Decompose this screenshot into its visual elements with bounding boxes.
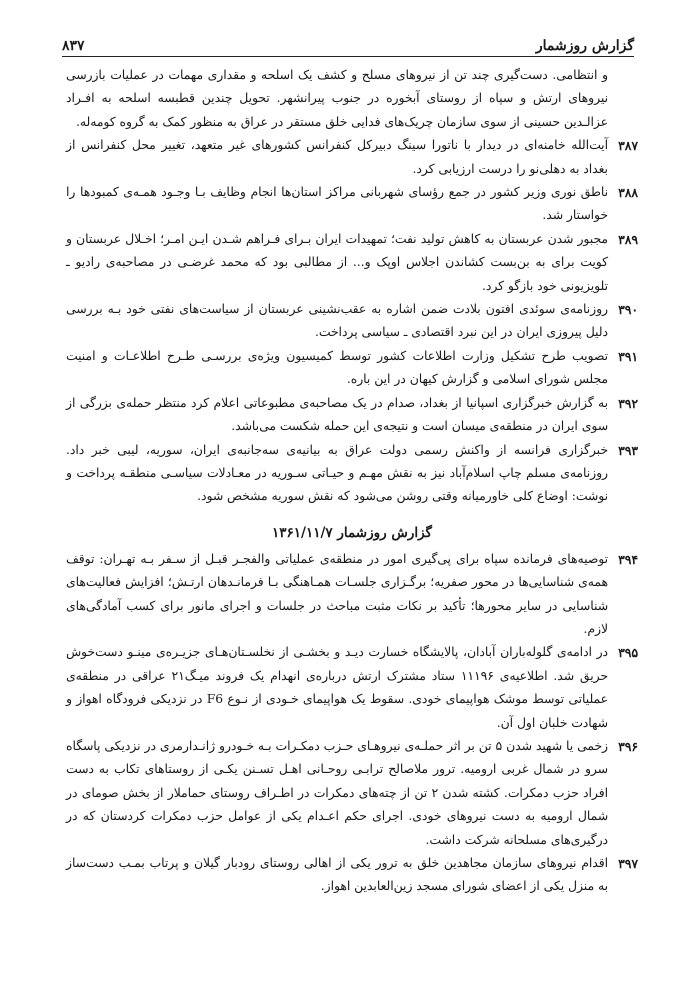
entry-text: تصویب طرح تشکیل وزارت اطلاعات کشور توسط کمیسیون ویژه‌ی بررسـی طـرح اطلاعـات و امنیت مجلس شورای اسلامی و گزارش کیهان در این باره. — [66, 348, 608, 387]
entry-number: ۳۸۷ — [618, 138, 638, 154]
entry-number: ۳۹۳ — [618, 442, 638, 458]
entry-text: اقدام نیروهای سازمان مجاهدین خلق به ترور یکی از اهالی روستای رودبار گیلان و پرتاب بمـب دست‌ساز به منزل یکی از اعضای شورای مسجد زین‌العابدین اهواز. — [66, 856, 608, 894]
entry-number: ۳۹۴ — [618, 551, 638, 567]
entry-number: ۳۸۸ — [618, 185, 638, 201]
entry-number: ۳۹۶ — [618, 738, 638, 754]
entry-item — [66, 134, 638, 181]
entry-item — [66, 735, 638, 852]
header-rule — [62, 56, 634, 57]
entry-text: خبرگزاری فرانسه از واکنش رسمی دولت عراق به بیانیه‌ی سه‌جانبه‌ی ایران، سوریه، لیبی خبر داد. روزنامه‌ی مسلم چاپ اسلام‌آباد نیز به نقش مهـم و حیـاتی سـوریه در معـادلات سیاسـی منطقـه پرداخت و نوشت: اوضاع کلی خاورمیانه وقتی روشن می‌شود که نقش سوریه مشخص شود. — [66, 442, 608, 504]
entry-text: مجبور شدن عربستان به کاهش تولید نفت؛ تمهیدات ایران بـرای فـراهم شـدن ایـن امـر؛ اخـلال عربستان و کویت برای به بن‌بست کشاندن اجلاس اوپک و... از مطالبی بود که محمد غرضـی در مصاحبه‌ی رادیو ـ تلویزیونی خود بازگو کرد. — [66, 231, 608, 293]
entry-number: ۳۹۲ — [618, 395, 638, 411]
page-number: ۸۳۷ — [62, 38, 85, 54]
page-body — [66, 64, 638, 899]
entry-list-b — [66, 548, 638, 899]
entry-item — [66, 228, 638, 298]
entry-number: ۳۹۱ — [618, 348, 638, 364]
entry-text: زخمی یا شهید شدن ۵ تن بر اثر حملـه‌ی نیروهـای حـزب دمکـرات بـه خـودرو ژانـدارمری در نزدیکی پاسگاه سرو در شمال غربی ارومیه. ترور ملاصالح ترابـی روحـانی اهـل تسـنن یکـی از روستاهای تکاب به دست افراد حزب دمکرات. کشته شدن ۲ تن از چته‌های دمکرات در اطـراف روستای حماملار از بخش صومای در شمال ارومیه به دست نیروهای خودی. اجرای حکم اعـدام یکی از عوامل حزب دمکرات کردستان که در درگیری‌های مسلحانه شرکت داشت. — [66, 738, 609, 847]
entry-text: آیت‌الله خامنه‌ای در دیدار با ناتورا سینگ دبیرکل کنفرانس کشورهای غیر متعهد، تغییر محل کنفرانس از بغداد به دهلی‌نو را درست ارزیابی کرد. — [66, 138, 608, 176]
entry-number: ۳۹۷ — [618, 856, 638, 871]
entry-item — [66, 641, 638, 735]
entry-number: ۳۸۹ — [618, 231, 638, 247]
entry-item — [66, 548, 638, 642]
entry-item — [66, 852, 638, 899]
section-heading-date: گزارش روزشمار ۱۳۶۱/۱۱/۷ — [272, 524, 432, 541]
entry-text: توصیه‌های فرمانده سپاه برای پی‌گیری امور در منطقه‌ی عملیاتی والفجـر قبـل از سـفر بـه تهـران: توقف همه‌ی شناسایی‌ها در محور صفریه؛ برگـزاری جلسـات همـاهنگی بـا فرمانـدهان ارتـش؛ افزایش فعالیت‌های شناسایی در سایر محورها؛ تأکید بر نکات مثبت مباحث در جلسات و اجرای مانور برای کسب آمادگی‌های لازم. — [66, 551, 608, 636]
entry-number: ۳۹۰ — [618, 302, 638, 318]
entry-item — [66, 298, 638, 345]
entry-number: ۳۹۵ — [618, 645, 638, 661]
continued-paragraph: و انتظامی. دست‌گیری چند تن از نیروهای مسلح و کشف یک اسلحه و مقداری مهمات در عملیات بازرسی نیروهای ارتش و سپاه از روستای آبخوره در جنوب پیرانشهر. تحویل چندین قطبسه اسلحه به افـراد عزالـدین حسینی از سوی سازمان چریک‌های فدایی خلق مستقر در عراق به منظور کمک به گروه کومه‌له. — [66, 68, 608, 129]
running-header — [62, 28, 634, 54]
entry-text: ناطق نوری وزیر کشور در جمع رؤسای شهربانی مراکز استان‌ها انجام وظایف بـا وجـود همـه‌ی کمبودها را خواستار شد. — [66, 185, 608, 223]
entry-text: به گزارش خبرگزاری اسپانیا از بغداد، صدام در یک مصاحبه‌ی مطبوعاتی اعلام کرد منتظر حمله‌ی بزرگی از سوی ایران در منطقه‌ی میسان است و نتیجه‌ی این حمله شکست می‌باشد. — [66, 395, 608, 434]
entry-text: روزنامه‌ی سوئدی افتون بلادت ضمن اشاره به عقب‌نشینی عربستان از سیاست‌های نفتی خود بـه بررسی دلیل پیروزی ایران در این نبرد اقتصادی ـ سیاسی پرداخت. — [66, 302, 608, 340]
entry-item — [66, 345, 638, 392]
entry-item — [66, 439, 638, 509]
running-title: گزارش روزشمار — [535, 38, 634, 54]
entry-list-a — [66, 134, 638, 509]
entry-item — [66, 181, 638, 228]
entry-text: در ادامه‌ی گلوله‌باران آبادان، پالایشگاه خسارت دیـد و بخشـی از نخلسـتان‌هـای جزیـره‌ی مینـو دست‌خوش حریق شد. اطلاعیه‌ی ۱۱۱۹۶ ستاد مشترک ارتش درباره‌ی انهدام یک فروند میـگ۲۱ عراقی در منطقه‌ی عملیاتی توسط موشک هواپیمای خودی. سقوط یک هواپیمای خـودی از نـوع F6 در نزدیکی فرودگاه اهواز و شهادت خلبان اول آن. — [66, 645, 608, 730]
entry-item — [66, 392, 638, 439]
